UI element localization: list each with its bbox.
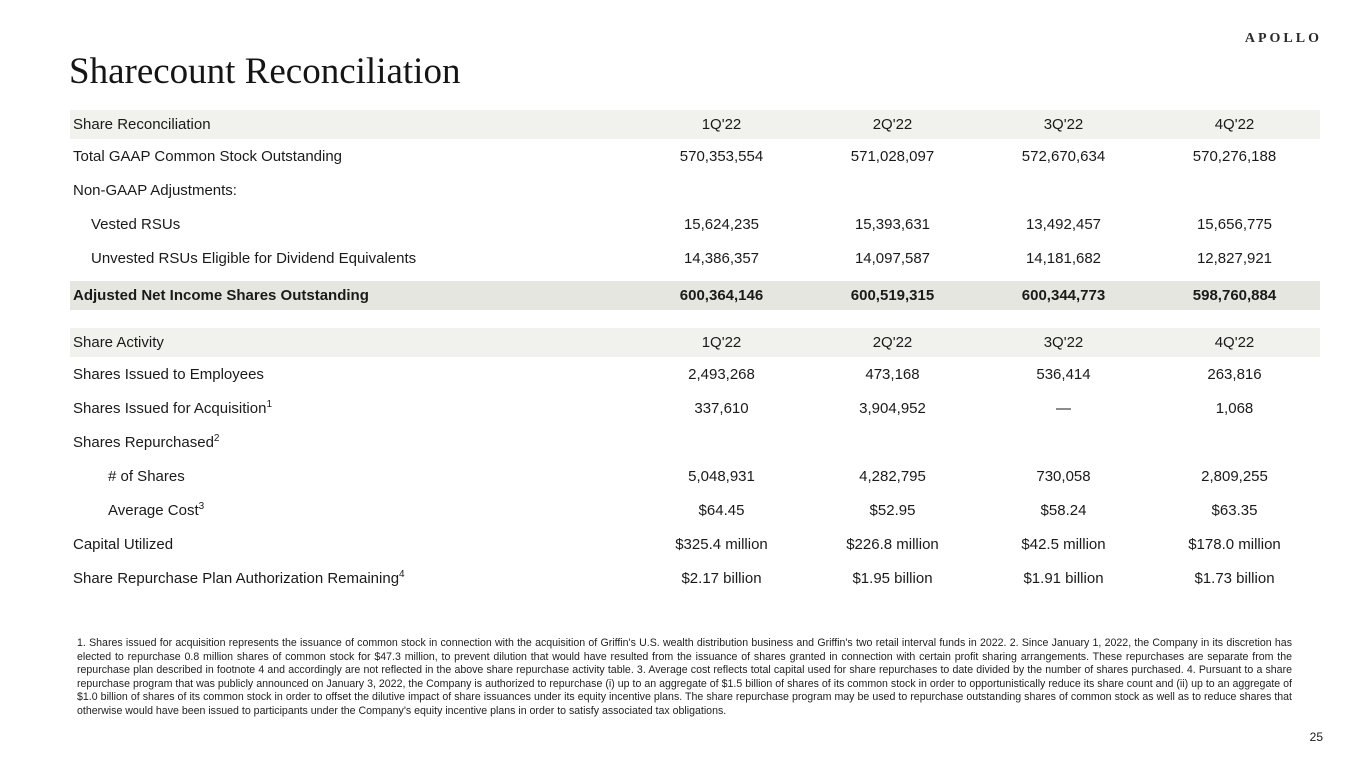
cell-value: 473,168 xyxy=(865,365,920,383)
row-label: Adjusted Net Income Shares Outstanding xyxy=(73,287,369,304)
cell-value: $58.24 xyxy=(1040,501,1087,519)
page-number: 25 xyxy=(1309,730,1323,744)
row-label: Unvested RSUs Eligible for Dividend Equivalents xyxy=(91,249,417,267)
cell-value: 263,816 xyxy=(1207,365,1262,383)
table-row xyxy=(70,139,1320,173)
table-header-label: Share Activity xyxy=(73,334,164,351)
row-label: Shares Issued for Acquisition$^1$ xyxy=(73,398,273,417)
cell-value: 15,393,631 xyxy=(854,215,931,233)
table-row xyxy=(70,561,1320,595)
cell-value: 15,624,235 xyxy=(683,215,760,233)
share-activity-table xyxy=(70,328,1320,595)
table-row xyxy=(70,281,1320,310)
cell-value: 600,344,773 xyxy=(1021,287,1106,304)
cell-value: 15,656,775 xyxy=(1196,215,1273,233)
cell-value: $178.0 million xyxy=(1188,535,1281,553)
table-row xyxy=(70,425,1320,459)
cell-value: 730,058 xyxy=(1036,467,1091,485)
share-reconciliation-table xyxy=(70,110,1320,310)
row-label: Total GAAP Common Stock Outstanding xyxy=(73,147,343,165)
cell-value: $52.95 xyxy=(869,501,916,519)
cell-value: $1.73 billion xyxy=(1194,569,1275,587)
table-row xyxy=(70,493,1320,527)
cell-value: 2,809,255 xyxy=(1201,467,1268,485)
cell-value: 14,386,357 xyxy=(683,249,760,267)
cell-value: 14,181,682 xyxy=(1025,249,1102,267)
cell-value: 571,028,097 xyxy=(850,147,935,165)
cell-value: 2,493,268 xyxy=(688,365,755,383)
footnote-marker: 3 xyxy=(198,500,205,512)
cell-value: $325.4 million xyxy=(675,535,768,553)
footnote-marker: 4 xyxy=(399,568,405,580)
cell-value: 570,276,188 xyxy=(1192,147,1277,165)
column-header: 2Q'22 xyxy=(872,334,913,351)
table-header-row xyxy=(70,110,1320,139)
cell-value: 337,610 xyxy=(694,399,749,417)
cell-value: — xyxy=(1056,399,1071,417)
table-header-row xyxy=(70,328,1320,357)
column-header: 3Q'22 xyxy=(1043,116,1084,133)
table-row xyxy=(70,391,1320,425)
cell-value: 570,353,554 xyxy=(679,147,764,165)
table-row xyxy=(70,241,1320,275)
cell-value: 13,492,457 xyxy=(1025,215,1102,233)
column-header: 4Q'22 xyxy=(1214,116,1255,133)
table-row xyxy=(70,357,1320,391)
cell-value: 14,097,587 xyxy=(854,249,931,267)
column-header: 2Q'22 xyxy=(872,116,913,133)
cell-value: 600,519,315 xyxy=(850,287,935,304)
table-row xyxy=(70,459,1320,493)
table-row xyxy=(70,207,1320,241)
cell-value: 12,827,921 xyxy=(1196,249,1273,267)
apollo-logo: APOLLO xyxy=(1244,31,1322,46)
table-row xyxy=(70,173,1320,207)
column-header: 3Q'22 xyxy=(1043,334,1084,351)
row-label: Shares Repurchased$^2$ xyxy=(73,432,220,451)
footnotes: 1. Shares issued for acquisition represents the issuance of common stock in connection with the acquisition of Griffin's U.S. wealth distribution business and Griffin's two retail interval funds in 2022. 2. Since January 1, 2022, the Company in its discretion has elected to repurchase 0.8 million shares of common stock for $47.3 million, to prevent dilution that would have resulted from the issuance of shares granted in connection with certain profit sharing arrangements. These repurchases are separate from the repurchase plan described in footnote 4 and accordingly are not reflected in the above share repurchase activity table. 3. Average cost reflects total capital used for share repurchases to date divided by the number of shares purchased. 4. Pursuant to a share repurchase program that was publicly announced on January 3, 2022, the Company is authorized to repurchase (i) up to an aggregate of $1.5 billion of shares of its common stock in order to opportunistically reduce its share count and (ii) up to an aggregate of $1.0 billion of shares of its common stock in order to offset the dilutive impact of share issuances under its equity incentive plans. The share repurchase program may be used to repurchase outstanding shares of common stock as well as to reduce shares that otherwise would have been issued to participants under the Company's equity incentive plans in order to satisfy associated tax obligations. xyxy=(77,637,1292,717)
cell-value: 4,282,795 xyxy=(859,467,926,485)
column-header: 1Q'22 xyxy=(701,334,742,351)
cell-value: 600,364,146 xyxy=(679,287,764,304)
cell-value: $1.95 billion xyxy=(852,569,933,587)
cell-value: 5,048,931 xyxy=(688,467,755,485)
page-title: Sharecount Reconciliation xyxy=(69,51,461,92)
column-header: 4Q'22 xyxy=(1214,334,1255,351)
row-label: Share Repurchase Plan Authorization Remaining$^4$ xyxy=(73,568,405,587)
row-label: Vested RSUs xyxy=(91,215,181,233)
cell-value: 598,760,884 xyxy=(1192,287,1277,304)
cell-value: 3,904,952 xyxy=(859,399,926,417)
cell-value: 536,414 xyxy=(1036,365,1091,383)
cell-value: $2.17 billion xyxy=(681,569,762,587)
cell-value: 572,670,634 xyxy=(1021,147,1106,165)
cell-value: $64.45 xyxy=(698,501,745,519)
cell-value: $1.91 billion xyxy=(1023,569,1104,587)
footnote-marker: 2 xyxy=(213,432,220,444)
table-header-label: Share Reconciliation xyxy=(73,116,211,133)
table-row xyxy=(70,527,1320,561)
row-label: # of Shares xyxy=(108,467,185,485)
cell-value: $63.35 xyxy=(1211,501,1258,519)
row-label: Capital Utilized xyxy=(73,535,174,553)
cell-value: $42.5 million xyxy=(1021,535,1106,553)
cell-value: 1,068 xyxy=(1215,399,1254,417)
cell-value: $226.8 million xyxy=(846,535,939,553)
row-label: Shares Issued to Employees xyxy=(73,365,264,383)
row-label: Average Cost$^3$ xyxy=(108,500,205,519)
footnote-marker: 1 xyxy=(266,398,273,410)
column-header: 1Q'22 xyxy=(701,116,742,133)
row-label: Non-GAAP Adjustments: xyxy=(73,181,237,199)
